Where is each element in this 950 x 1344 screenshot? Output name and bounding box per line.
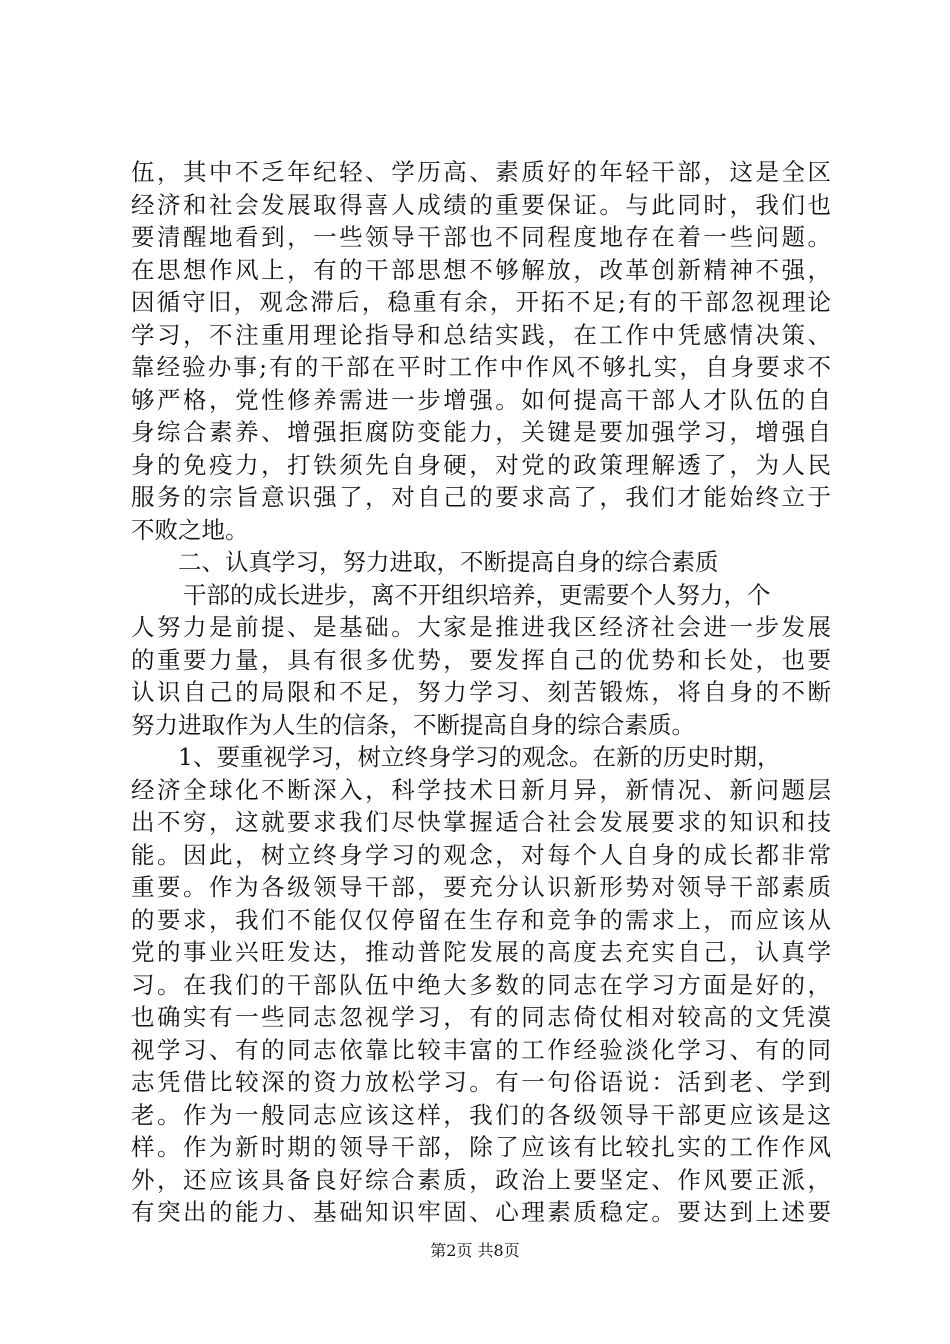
text-line: 志凭借比较深的资力放松学习。有一句俗语说：活到老、学到 bbox=[131, 1068, 831, 1096]
text-line: 服务的宗旨意识强了，对自己的要求高了，我们才能始终立于 bbox=[131, 483, 831, 511]
text-line: 外，还应该具备良好综合素质，政治上要坚定、作风要正派， bbox=[131, 1165, 831, 1194]
text-line: 学习，不注重用理论指导和总结实践，在工作中凭感情决策、 bbox=[131, 320, 831, 349]
text-line: 干部的成长进步，离不开组织培养，更需要个人努力，个 bbox=[183, 580, 771, 609]
text-line: 有突出的能力、基础知识牢固、心理素质稳定。要达到上述要 bbox=[131, 1198, 831, 1226]
text-line: 重要。作为各级领导干部，要充分认识新形势对领导干部素质 bbox=[131, 873, 831, 901]
page-number-footer: 第2页 共8页 bbox=[430, 1241, 520, 1260]
text-line: 出不穷，这就要求我们尽快掌握适合社会发展要求的知识和技 bbox=[131, 808, 831, 836]
text-line: 够严格，党性修养需进一步增强。如何提高干部人才队伍的自 bbox=[131, 385, 831, 414]
body-text bbox=[131, 156, 831, 1229]
text-line: 的要求，我们不能仅仅停留在生存和竞争的需求上，而应该从 bbox=[131, 905, 831, 934]
text-line: 党的事业兴旺发达，推动普陀发展的高度去充实自己，认真学 bbox=[131, 938, 831, 966]
text-line: 努力进取作为人生的信条，不断提高自身的综合素质。 bbox=[131, 710, 695, 739]
text-line: 在思想作风上，有的干部思想不够解放，改革创新精神不强， bbox=[131, 255, 831, 284]
text-line: 经济和社会发展取得喜人成绩的重要保证。与此同时，我们也 bbox=[131, 190, 831, 219]
text-line: 靠经验办事;有的干部在平时工作中作风不够扎实，自身要求不 bbox=[131, 353, 831, 381]
text-line: 伍，其中不乏年纪轻、学历高、素质好的年轻干部，这是全区 bbox=[131, 158, 831, 186]
text-line: 老。作为一般同志应该这样，我们的各级领导干部更应该是这 bbox=[131, 1100, 831, 1129]
text-line: 视学习、有的同志依靠比较丰富的工作经验淡化学习、有的同 bbox=[131, 1035, 831, 1064]
text-line: 因循守旧，观念滞后，稳重有余，开拓不足;有的干部忽视理论 bbox=[131, 288, 831, 316]
text-line: 认识自己的局限和不足，努力学习、刻苦锻炼，将自身的不断 bbox=[131, 678, 831, 706]
text-line: 不败之地。 bbox=[131, 515, 249, 544]
text-line: 要清醒地看到，一些领导干部也不同程度地存在着一些问题。 bbox=[131, 223, 831, 251]
text-line: 的重要力量，具有很多优势，要发挥自己的优势和长处，也要 bbox=[131, 645, 831, 674]
text-line: 身综合素养、增强拒腐防变能力，关键是要加强学习，增强自 bbox=[131, 418, 831, 446]
text-line: 样。作为新时期的领导干部，除了应该有比较扎实的工作作风 bbox=[131, 1133, 831, 1161]
text-line: 习。在我们的干部队伍中绝大多数的同志在学习方面是好的， bbox=[131, 970, 831, 999]
section-heading: 二、认真学习，努力进取，不断提高自身的综合素质 bbox=[178, 548, 719, 576]
text-line: 也确实有一些同志忽视学习，有的同志倚仗相对较高的文凭漠 bbox=[131, 1003, 831, 1031]
text-line: 人努力是前提、是基础。大家是推进我区经济社会进一步发展 bbox=[131, 613, 831, 641]
text-line: 1、要重视学习，树立终身学习的观念。在新的历史时期， bbox=[178, 743, 781, 771]
text-line: 身的免疫力，打铁须先自身硬，对党的政策理解透了，为人民 bbox=[131, 450, 831, 479]
text-line: 能。因此，树立终身学习的观念，对每个人自身的成长都非常 bbox=[131, 840, 831, 869]
text-line: 经济全球化不断深入，科学技术日新月异，新情况、新问题层 bbox=[131, 775, 831, 804]
